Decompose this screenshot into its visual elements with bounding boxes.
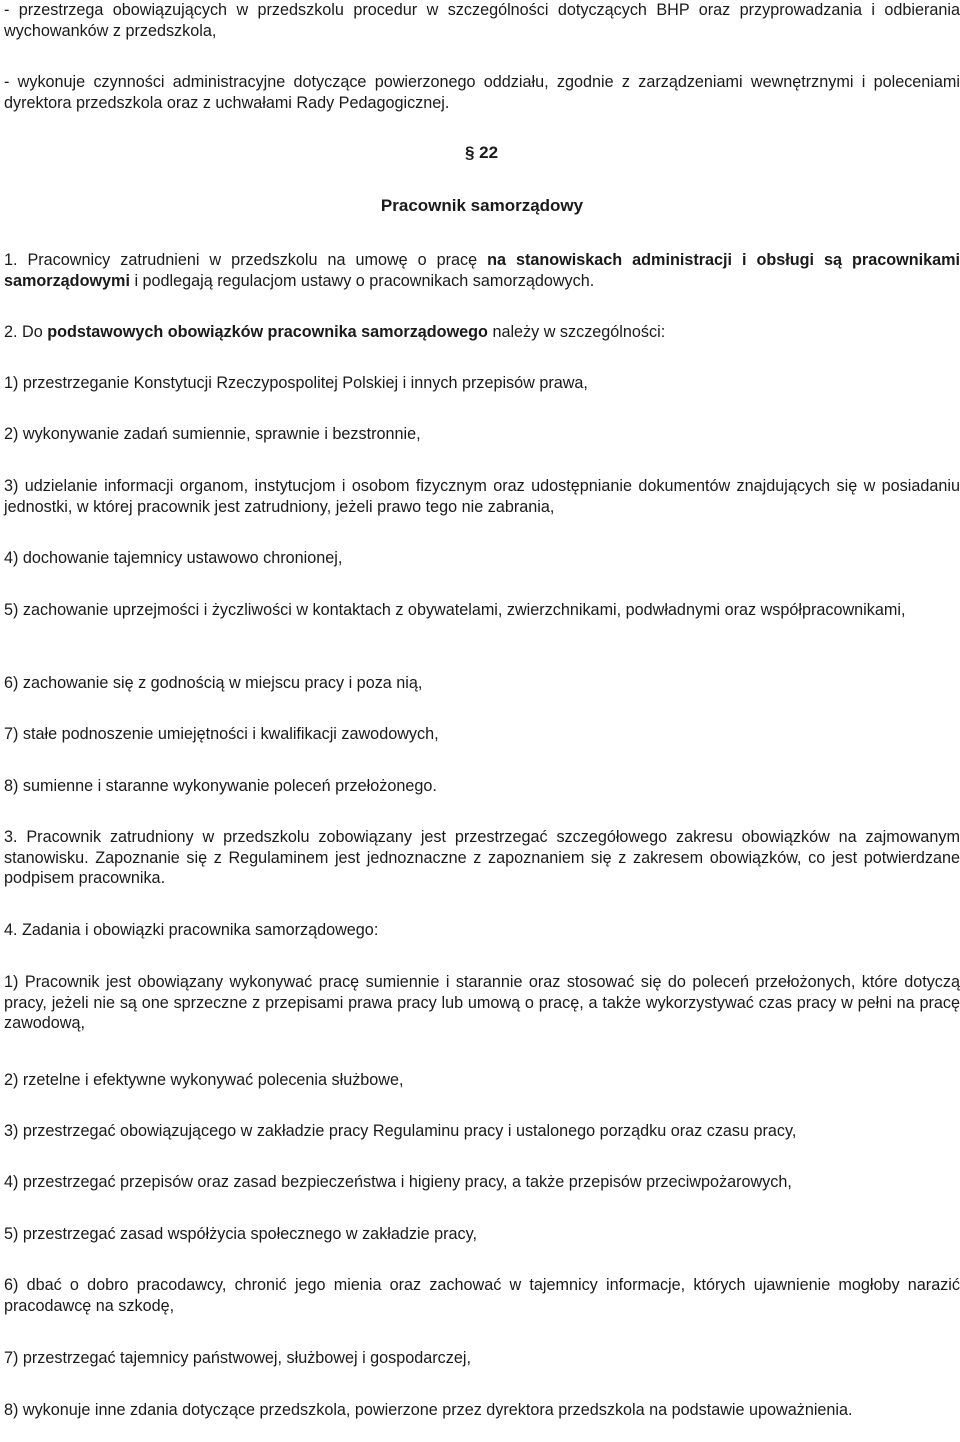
duty-item-5: 5) zachowanie uprzejmości i życzliwości w kontaktach z obywatelami, zwierzchnikami, podwładnymi oraz współpracownikami, xyxy=(4,601,906,619)
point-2-bold: podstawowych obowiązków pracownika samorządowego xyxy=(47,323,488,341)
point-2-suffix: należy w szczególności: xyxy=(487,323,666,341)
duty-item-1: 1) przestrzeganie Konstytucji Rzeczypospolitej Polskiej i innych przepisów prawa, xyxy=(4,374,588,392)
section-title: Pracownik samorządowy xyxy=(380,196,584,215)
point-1-suffix: i podlegają regulacjom ustawy o pracownikach samorządowych. xyxy=(129,271,595,290)
point-4-heading: 4. Zadania i obowiązki pracownika samorządowego: xyxy=(4,921,379,939)
task-item-5: 5) przestrzegać zasad współżycia społecznego w zakładzie pracy, xyxy=(4,1225,477,1243)
point-1-bold: na stanowiskach administracji i obsługi są pracownikami samorządowymi xyxy=(4,251,960,290)
task-item-4: 4) przestrzegać przepisów oraz zasad bezpieczeństwa i higieny pracy, a także przepisów przeciwpożarowych, xyxy=(4,1173,792,1191)
section-number: § 22 xyxy=(465,143,499,162)
point-1-paragraph xyxy=(4,250,960,291)
duty-item-6: 6) zachowanie się z godnością w miejscu pracy i poza nią, xyxy=(4,674,423,692)
task-item-1: 1) Pracownik jest obowiązany wykonywać pracę sumiennie i starannie oraz stosować się do poleceń przełożonych, które dotyczą pracy, jeżeli nie są one sprzeczne z przepisami prawa pracy lub umową o pracę, a także wykorzystywać czas pracy w pełni na pracę zawodową, xyxy=(4,973,960,1032)
point-3-paragraph: 3. Pracownik zatrudniony w przedszkolu zobowiązany jest przestrzegać szczegółowego zakresu obowiązków na zajmowanym stanowisku. Zapoznanie się z Regulaminem jest jednoznaczne z zapoznaniem się z zakresem obowiązków, co jest potwierdzane podpisem pracownika. xyxy=(4,828,960,887)
intro-paragraph-1: - przestrzega obowiązujących w przedszkolu procedur w szczególności dotyczących BHP oraz przyprowadzania i odbierania wychowanków z przedszkola, xyxy=(4,1,960,40)
duty-item-3: 3) udzielanie informacji organom, instytucjom i osobom fizycznym oraz udostępnianie dokumentów znajdujących się w posiadaniu jednostki, w której pracownik jest zatrudniony, jeżeli prawo tego nie zabrania, xyxy=(4,477,960,516)
task-item-7: 7) przestrzegać tajemnicy państwowej, służbowej i gospodarczej, xyxy=(4,1349,471,1367)
intro-paragraph-2: - wykonuje czynności administracyjne dotyczące powierzonego oddziału, zgodnie z zarządzeniami wewnętrznymi i poleceniami dyrektora przedszkola oraz z uchwałami Rady Pedagogicznej. xyxy=(4,73,960,112)
duty-item-2: 2) wykonywanie zadań sumiennie, sprawnie i bezstronnie, xyxy=(4,425,421,443)
duty-item-8: 8) sumienne i staranne wykonywanie poleceń przełożonego. xyxy=(4,777,437,795)
point-2-paragraph xyxy=(4,322,960,343)
point-1-prefix: 1. Pracownicy zatrudnieni w przedszkolu na umowę o pracę xyxy=(4,251,488,269)
point-2-prefix: 2. Do xyxy=(4,323,48,341)
task-item-6: 6) dbać o dobro pracodawcy, chronić jego mienia oraz zachować w tajemnicy informacje, których ujawnienie mogłoby narazić pracodawcę na szkodę, xyxy=(4,1276,960,1315)
duty-item-4: 4) dochowanie tajemnicy ustawowo chronionej, xyxy=(4,549,343,567)
task-item-8: 8) wykonuje inne zdania dotyczące przedszkola, powierzone przez dyrektora przedszkola na podstawie upoważnienia. xyxy=(4,1401,853,1419)
duty-item-7: 7) stałe podnoszenie umiejętności i kwalifikacji zawodowych, xyxy=(4,725,439,743)
task-item-2: 2) rzetelne i efektywne wykonywać polecenia służbowe, xyxy=(4,1071,404,1089)
task-item-3: 3) przestrzegać obowiązującego w zakładzie pracy Regulaminu pracy i ustalonego porządku oraz czasu pracy, xyxy=(4,1122,797,1140)
